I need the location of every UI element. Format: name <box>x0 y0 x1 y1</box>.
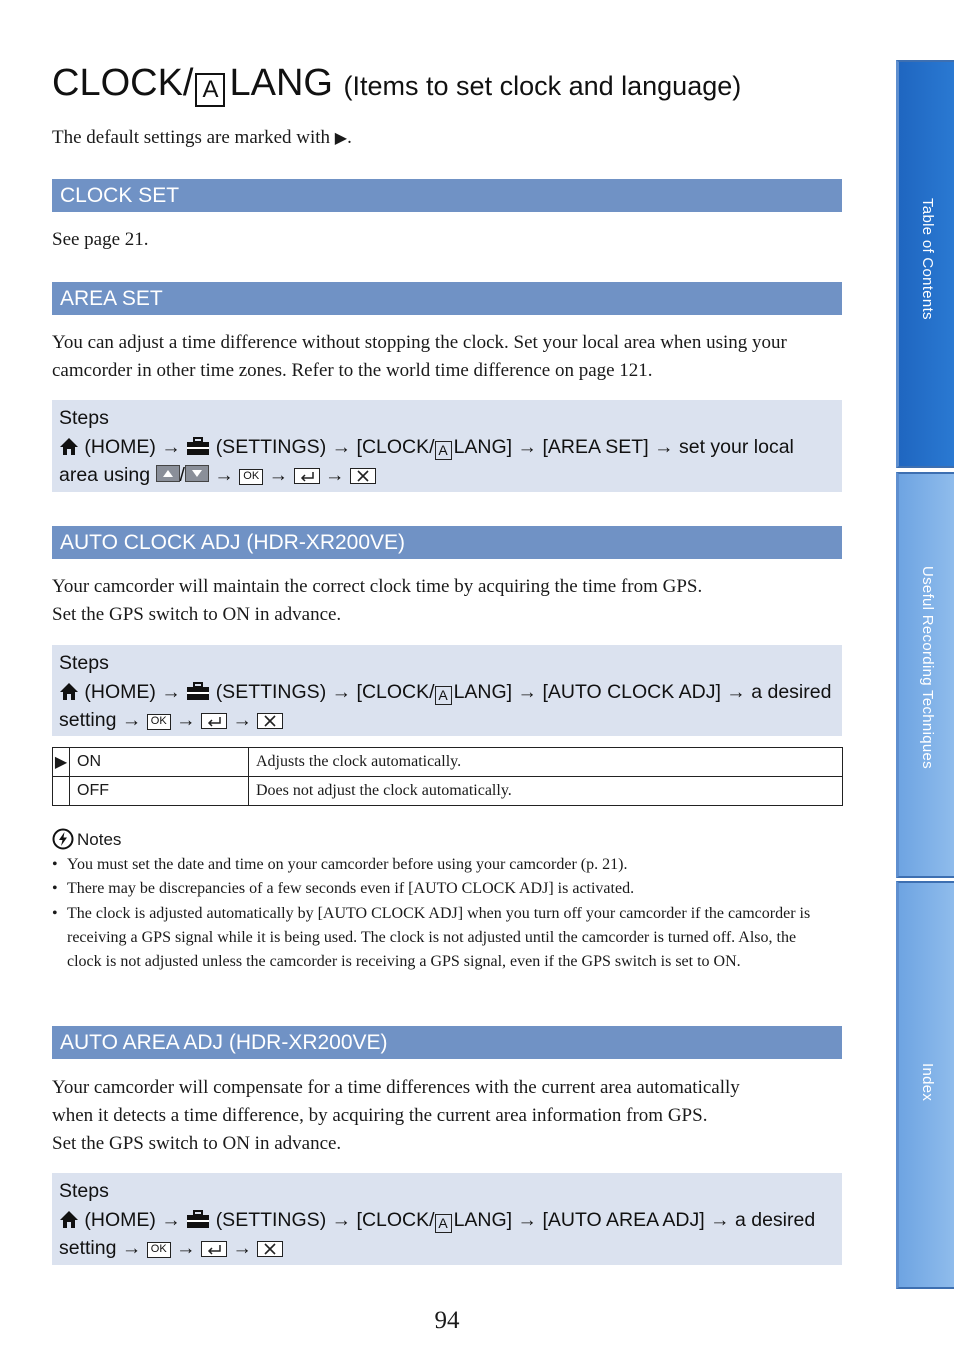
table-row <box>53 777 843 806</box>
option-name: ON <box>70 748 249 777</box>
down-button-icon <box>185 465 209 482</box>
steps-label: Steps <box>59 652 109 674</box>
default-mark-icon: ▶ <box>334 130 348 147</box>
return-icon <box>294 468 320 484</box>
tab-label: Table of Contents <box>919 198 936 320</box>
home-icon <box>59 437 79 456</box>
auto-area-steps <box>52 1173 842 1265</box>
steps-path: (HOME) → (SETTINGS) → [CLOCK/ A LANG] → [AREA SET] → set your local area using / → OK → → <box>59 435 794 486</box>
return-icon <box>201 1241 227 1257</box>
steps-path: (HOME) → (SETTINGS) → [CLOCK/ A LANG] → [AUTO AREA ADJ] → a desired setting → OK → → <box>59 1208 816 1259</box>
default-mark-icon: ▶ <box>53 748 70 777</box>
section-heading-auto-area-adj: AUTO AREA ADJ (HDR-XR200VE) <box>52 1026 842 1059</box>
note-item: • There may be discrepancies of a few seconds even if [AUTO CLOCK ADJ] is activated. <box>52 877 832 901</box>
auto-area-body: Your camcorder will compensate for a time differences with the current area automatically when it detects a time difference, by acquiring the current area information from GPS. Set the GPS switch to ON in advance. <box>52 1077 740 1154</box>
note-item: • You must set the date and time on your camcorder before using your camcorder (p. 21). <box>52 853 832 877</box>
area-set-body: You can adjust a time difference without stopping the clock. Set your local area when using your camcorder in other time zones. Refer to the world time difference on page 121. <box>52 332 787 381</box>
home-icon <box>59 1210 79 1229</box>
toolbox-icon <box>186 1210 210 1229</box>
option-name: OFF <box>70 777 249 806</box>
note-item: • The clock is adjusted automatically by [AUTO CLOCK ADJ] when you turn off your camcorder if the camcorder is receiving a GPS signal while it is being used. The clock is not adjusted until the camcorder is turned off. Also, the clock is not adjusted unless the camcorder is receiving a GPS signal, even if the GPS switch is set to ON. <box>52 902 832 975</box>
lang-icon: A <box>195 73 225 107</box>
page-subtitle: (Items to set clock and language) <box>343 71 742 101</box>
section-heading-auto-clock-adj: AUTO CLOCK ADJ (HDR-XR200VE) <box>52 526 842 559</box>
clock-set-body: See page 21. <box>52 229 149 250</box>
title-lang: LANG <box>229 62 333 104</box>
close-icon <box>257 1241 283 1257</box>
steps-label: Steps <box>59 1180 109 1202</box>
lang-icon: A <box>435 1214 452 1233</box>
option-description: Adjusts the clock automatically. <box>249 748 843 777</box>
notes-heading: Notes <box>52 828 121 852</box>
ok-button-icon: OK <box>147 714 171 730</box>
section-heading-area-set: AREA SET <box>52 282 842 315</box>
notes-warning-icon <box>52 828 74 850</box>
option-description: Does not adjust the clock automatically. <box>249 777 843 806</box>
tab-label: Useful Recording Techniques <box>919 566 936 769</box>
up-button-icon <box>156 465 180 482</box>
close-icon <box>350 468 376 484</box>
steps-path: (HOME) → (SETTINGS) → [CLOCK/ A LANG] → [AUTO CLOCK ADJ] → a desired setting → OK → → <box>59 680 832 731</box>
table-row <box>53 748 843 777</box>
toolbox-icon <box>186 682 210 701</box>
page-title <box>52 60 741 109</box>
tab-table-of-contents[interactable] <box>896 60 954 468</box>
title-clock: CLOCK/ <box>52 62 194 104</box>
page-number: 94 <box>434 1307 460 1334</box>
auto-clock-options-table <box>52 747 843 806</box>
tab-index[interactable] <box>896 881 954 1289</box>
option-mark <box>53 777 70 806</box>
ok-button-icon: OK <box>147 1242 171 1258</box>
return-icon <box>201 713 227 729</box>
tab-label: Index <box>919 1063 936 1102</box>
tab-useful-recording-techniques[interactable] <box>896 472 954 878</box>
steps-label: Steps <box>59 407 109 429</box>
area-set-steps <box>52 400 842 492</box>
toolbox-icon <box>186 437 210 456</box>
lang-icon: A <box>435 686 452 705</box>
auto-clock-steps <box>52 645 842 736</box>
ok-button-icon: OK <box>239 469 263 485</box>
lang-icon: A <box>435 441 452 460</box>
notes-list <box>52 853 832 974</box>
auto-clock-body: Your camcorder will maintain the correct clock time by acquiring the time from GPS. Set the GPS switch to ON in advance. <box>52 576 703 625</box>
home-icon <box>59 682 79 701</box>
close-icon <box>257 713 283 729</box>
section-heading-clock-set: CLOCK SET <box>52 179 842 212</box>
intro-text: The default settings are marked with ▶. <box>52 127 352 148</box>
